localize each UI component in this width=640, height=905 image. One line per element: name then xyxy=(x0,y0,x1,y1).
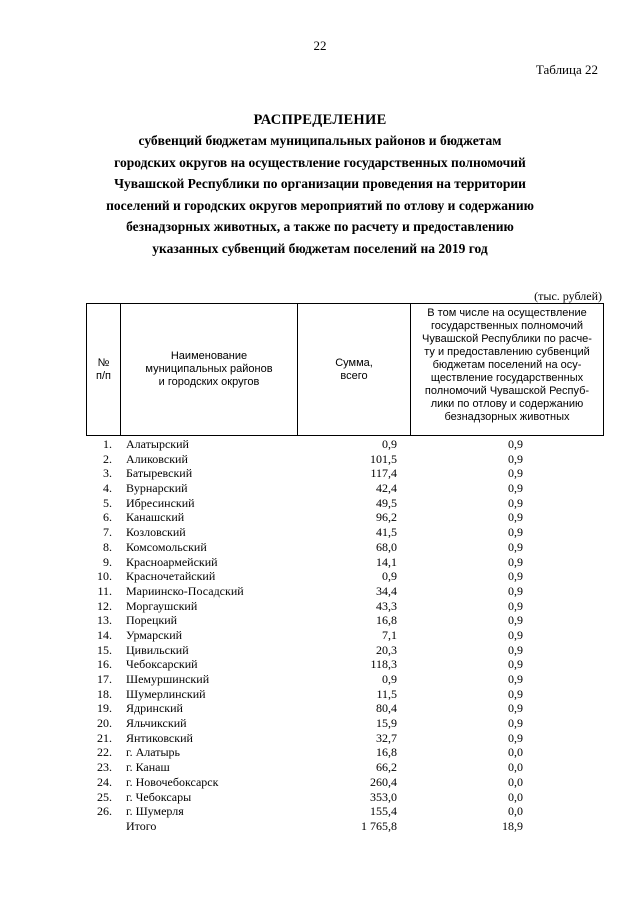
table-row xyxy=(86,804,606,819)
including-sum: 0,9 xyxy=(508,598,523,613)
including-sum: 0,9 xyxy=(508,613,523,628)
including-sum: 0,9 xyxy=(508,716,523,731)
row-number: 7. xyxy=(103,525,112,540)
row-number: 24. xyxy=(97,774,112,789)
total-sum: 43,3 xyxy=(376,598,397,613)
row-number: 2. xyxy=(103,451,112,466)
row-number: 20. xyxy=(97,716,112,731)
district-name: Комсомольский xyxy=(126,539,207,554)
total-sum: 1 765,8 xyxy=(361,818,397,833)
including-sum: 0,0 xyxy=(508,804,523,819)
row-number: 3. xyxy=(103,466,112,481)
district-name: Порецкий xyxy=(126,613,178,628)
total-sum: 7,1 xyxy=(382,627,397,642)
title-block xyxy=(60,110,580,259)
page-number: 22 xyxy=(313,38,327,53)
row-number: 1. xyxy=(103,437,112,451)
total-sum: 41,5 xyxy=(376,525,397,540)
subtitle-line: Чувашской Республики по организации проведения на территории xyxy=(114,176,526,191)
subtitle-line: безнадзорных животных, а также по расчету и предоставлению xyxy=(126,219,514,234)
total-sum: 16,8 xyxy=(376,745,397,760)
district-name: Батыревский xyxy=(126,466,193,481)
including-sum: 0,9 xyxy=(508,569,523,584)
total-sum: 68,0 xyxy=(376,539,397,554)
subtitle-line: субвенций бюджетам муниципальных районов и бюджетам xyxy=(138,133,502,148)
total-sum: 34,4 xyxy=(376,583,397,598)
total-sum: 0,9 xyxy=(382,437,397,451)
including-sum: 0,9 xyxy=(508,627,523,642)
table-row xyxy=(86,745,606,760)
row-number: 17. xyxy=(97,672,112,686)
district-name: Канашский xyxy=(126,510,185,525)
table-row xyxy=(86,760,606,775)
district-name: Урмарский xyxy=(126,627,183,642)
including-sum: 0,9 xyxy=(508,686,523,701)
table-header xyxy=(86,303,604,436)
row-number: 19. xyxy=(97,701,112,716)
row-number: 23. xyxy=(97,760,112,775)
row-number: 14. xyxy=(97,627,112,642)
table-row xyxy=(86,510,606,525)
row-number: 16. xyxy=(97,657,112,672)
subtitle-line: поселений и городских округов мероприятий по отлову и содержанию xyxy=(106,197,534,213)
district-name: Моргаушский xyxy=(126,598,198,613)
district-name: Вурнарский xyxy=(126,481,188,496)
header-name: Наименование муниципальных районов и городских округов xyxy=(121,304,298,436)
district-name: Аликовский xyxy=(126,451,188,466)
including-sum: 0,9 xyxy=(508,539,523,554)
including-sum: 0,9 xyxy=(508,672,523,686)
total-sum: 118,3 xyxy=(370,657,397,672)
total-sum: 14,1 xyxy=(376,554,397,569)
total-sum: 11,5 xyxy=(376,686,397,701)
total-sum: 16,8 xyxy=(376,613,397,628)
table-row xyxy=(86,466,606,481)
total-sum: 42,4 xyxy=(376,481,397,496)
including-sum: 0,9 xyxy=(508,451,523,466)
table-label: Таблица 22 xyxy=(535,62,598,77)
total-sum: 49,5 xyxy=(376,495,397,510)
district-name: Козловский xyxy=(126,525,186,540)
district-name: Мариинско-Посадский xyxy=(126,583,244,598)
header-including: В том числе на осуществление государственных полномочий Чувашской Республики по расче- ту и предоставлению субвенций бюджетам поселений на осу- ществление государственных полномочий Чувашской Респуб- лики по отлову и содержанию безнадзорных животных xyxy=(411,304,604,436)
total-sum: 117,4 xyxy=(370,466,397,481)
total-sum: 260,4 xyxy=(370,774,397,789)
table-row xyxy=(86,672,606,687)
district-name: Цивильский xyxy=(126,642,189,657)
district-name: Янтиковский xyxy=(126,730,193,745)
total-row xyxy=(86,819,606,834)
row-number: 6. xyxy=(103,510,112,525)
table-row xyxy=(86,775,606,790)
total-sum: 20,3 xyxy=(376,642,397,657)
subtitle-line: указанных субвенций бюджетам поселений на 2019 год xyxy=(152,240,488,256)
table-row xyxy=(86,496,606,511)
table-row xyxy=(86,599,606,614)
including-sum: 0,9 xyxy=(508,642,523,657)
including-sum: 0,9 xyxy=(508,466,523,481)
row-number: 13. xyxy=(97,613,112,628)
table-row xyxy=(86,569,606,584)
table-row xyxy=(86,525,606,540)
including-sum: 0,9 xyxy=(508,525,523,540)
total-sum: 0,9 xyxy=(382,672,397,686)
district-name: г. Чебоксары xyxy=(126,789,192,804)
including-sum: 0,9 xyxy=(508,554,523,569)
table-row xyxy=(86,481,606,496)
table-row xyxy=(86,452,606,467)
district-name: Ибресинский xyxy=(126,495,195,510)
district-name: г. Шумерля xyxy=(126,804,184,819)
district-name: Шумерлинский xyxy=(126,686,206,701)
row-number: 18. xyxy=(97,686,112,701)
row-number: 12. xyxy=(97,598,112,613)
including-sum: 0,9 xyxy=(508,510,523,525)
row-number: 4. xyxy=(103,481,112,496)
header-sum: Сумма, всего xyxy=(298,304,411,436)
including-sum: 0,9 xyxy=(508,481,523,496)
table-row xyxy=(86,628,606,643)
including-sum: 0,9 xyxy=(508,657,523,672)
row-number: 22. xyxy=(97,745,112,760)
including-sum: 0,9 xyxy=(508,701,523,716)
row-number: 11. xyxy=(97,583,112,598)
total-sum: 80,4 xyxy=(376,701,397,716)
row-number: 9. xyxy=(103,554,112,569)
district-name: Алатырский xyxy=(126,437,189,451)
table-body xyxy=(86,437,606,834)
including-sum: 0,0 xyxy=(508,745,523,760)
total-sum: 96,2 xyxy=(376,510,397,525)
row-number: 5. xyxy=(103,495,112,510)
district-name: Красноармейский xyxy=(126,554,218,569)
including-sum: 0,9 xyxy=(508,583,523,598)
district-name: г. Канаш xyxy=(126,760,170,775)
row-number: 25. xyxy=(97,789,112,804)
table-row xyxy=(86,555,606,570)
district-name: Шемуршинский xyxy=(126,672,210,686)
row-number: 15. xyxy=(97,642,112,657)
table-row xyxy=(86,731,606,746)
district-name: Красночетайский xyxy=(126,569,216,584)
including-sum: 18,9 xyxy=(502,818,523,833)
subtitle-line: городских округов на осуществление государственных полномочий xyxy=(114,154,526,170)
table-row xyxy=(86,687,606,702)
row-number: 26. xyxy=(97,804,112,819)
district-name: г. Алатырь xyxy=(126,745,181,760)
table-row xyxy=(86,613,606,628)
table-row xyxy=(86,790,606,805)
table-row xyxy=(86,584,606,599)
total-sum: 32,7 xyxy=(376,730,397,745)
table-row xyxy=(86,540,606,555)
including-sum: 0,0 xyxy=(508,774,523,789)
total-sum: 353,0 xyxy=(370,789,397,804)
row-number: 8. xyxy=(103,539,112,554)
district-name: г. Новочебоксарск xyxy=(126,774,219,789)
district-name: Чебоксарский xyxy=(126,657,198,672)
including-sum: 0,0 xyxy=(508,789,523,804)
document-title: РАСПРЕДЕЛЕНИЕ xyxy=(253,112,387,128)
document-subtitle xyxy=(60,130,580,259)
including-sum: 0,9 xyxy=(508,495,523,510)
table-row xyxy=(86,701,606,716)
row-number: 10. xyxy=(97,569,112,584)
units-label: (тыс. рублей) xyxy=(534,289,602,303)
district-name: Яльчикский xyxy=(126,716,187,731)
including-sum: 0,9 xyxy=(508,730,523,745)
header-number: № п/п xyxy=(87,304,121,436)
table-row xyxy=(86,437,606,452)
table-row xyxy=(86,716,606,731)
total-sum: 66,2 xyxy=(376,760,397,775)
table-row xyxy=(86,657,606,672)
row-number: 21. xyxy=(97,730,112,745)
district-name: Ядринский xyxy=(126,701,183,716)
total-sum: 15,9 xyxy=(376,716,397,731)
including-sum: 0,9 xyxy=(508,437,523,451)
total-sum: 101,5 xyxy=(370,451,397,466)
including-sum: 0,0 xyxy=(508,760,523,775)
total-sum: 0,9 xyxy=(382,569,397,584)
table-row xyxy=(86,643,606,658)
district-name: Итого xyxy=(126,818,157,833)
total-sum: 155,4 xyxy=(370,804,397,819)
